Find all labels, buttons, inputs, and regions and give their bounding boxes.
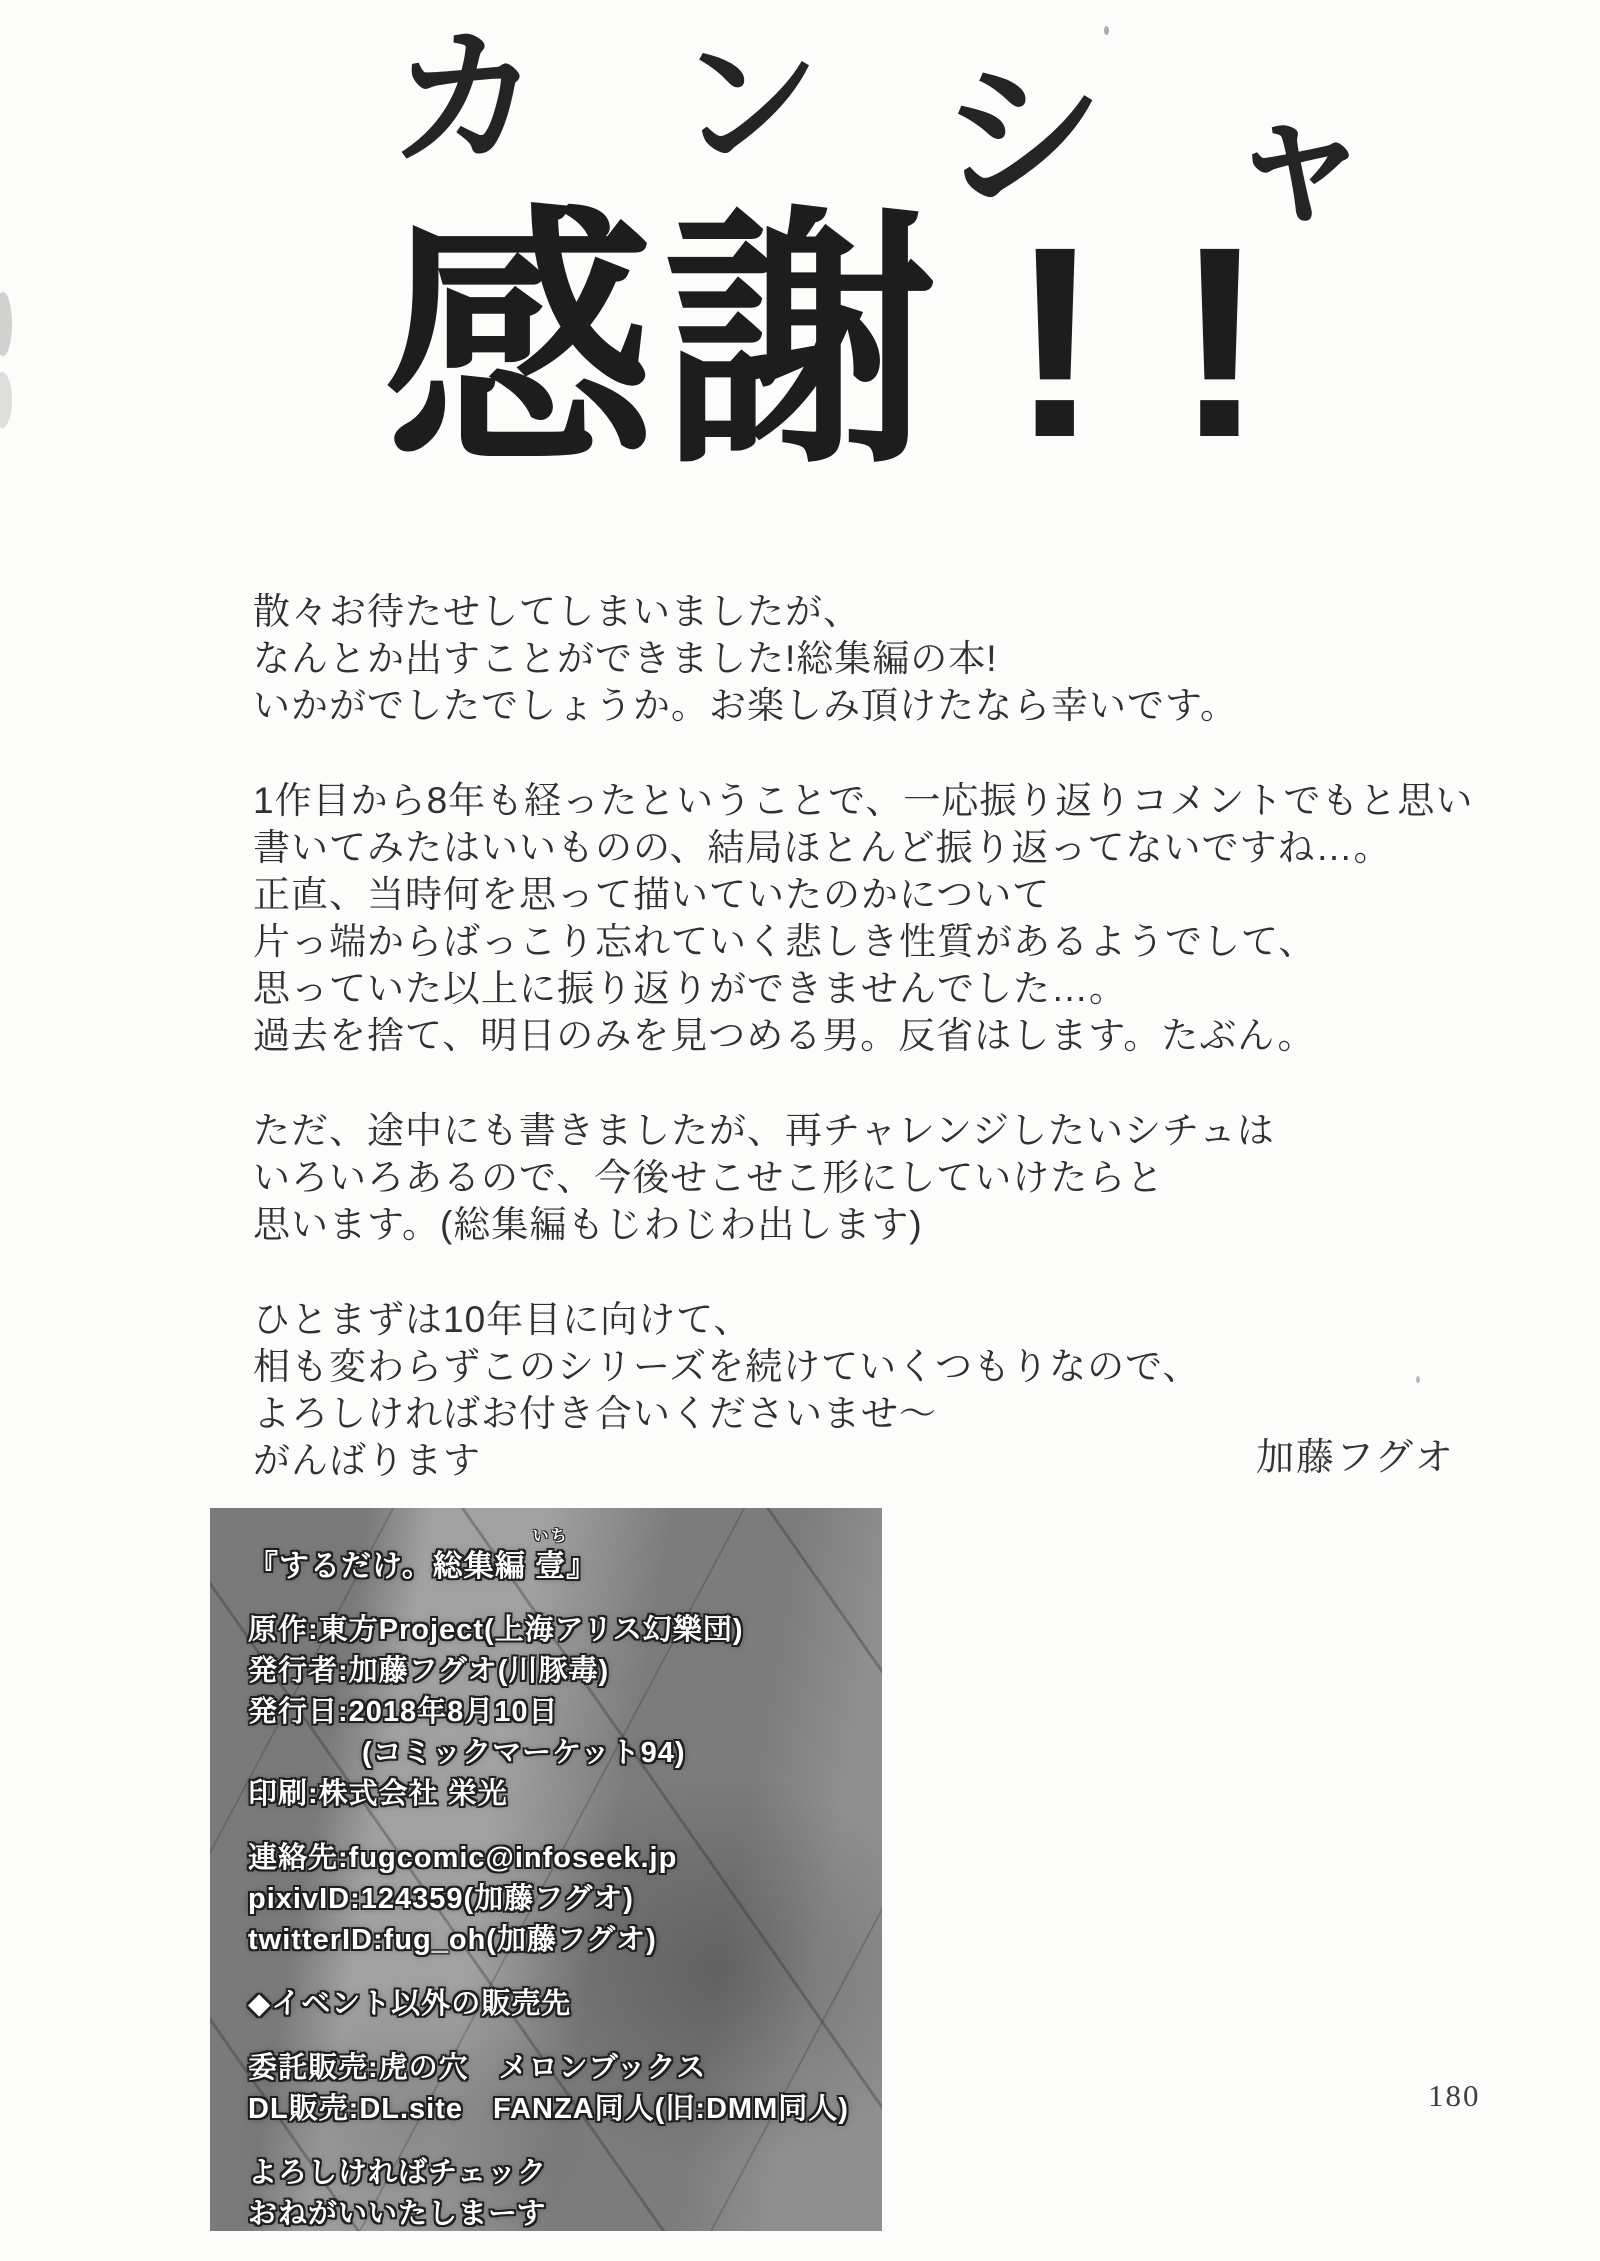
- title-text: 『するだけ。総集編: [248, 1550, 536, 1583]
- exclamation-marks: !!: [1010, 190, 1340, 494]
- text-line: よろしければお付き合いくださいませ〜: [253, 1393, 937, 1434]
- spacer: [248, 1587, 872, 1610]
- spacer: [248, 2130, 872, 2153]
- colophon-box: [210, 1508, 882, 2231]
- thanks-header: [0, 0, 1600, 520]
- page-number: 180: [1428, 2078, 1481, 2113]
- text-line: がんばります: [253, 1440, 481, 1481]
- colophon-line: DL販売:DL.site FANZA同人(旧:DMM同人): [248, 2093, 849, 2125]
- text-line: 過去を捨て、明日のみを見つめる男。反省はします。たぶん。: [253, 1015, 1316, 1056]
- ruby-wrap: [532, 1528, 569, 1587]
- colophon-line: 原作:東方Project(上海アリス幻樂団): [248, 1614, 744, 1646]
- booklet-title: [248, 1528, 872, 1587]
- katakana-char: カ: [387, 12, 543, 186]
- text-line: 相も変わらずこのシリーズを続けていくつもりなので、: [253, 1346, 1201, 1387]
- katakana-char: ャ: [1221, 73, 1379, 246]
- colophon-line: 連絡先:fugcomic@infoseek.jp: [248, 1842, 678, 1874]
- colophon-line: 発行者:加藤フグオ(川豚毒): [248, 1655, 610, 1687]
- katakana-char: ン: [671, 17, 827, 188]
- colophon-line: 発行日:2018年8月10日: [248, 1696, 559, 1728]
- colophon-line: ◆イベント以外の販売先: [248, 1988, 572, 2020]
- colophon-line: 印刷:株式会社 栄光: [248, 1778, 508, 1810]
- spacer: [248, 2025, 872, 2048]
- text-line: 1作目から8年も経ったということで、一応振り返りコメントでもと思い: [253, 780, 1474, 821]
- colophon-line: twitterID:fug_oh(加藤フグオ): [248, 1924, 657, 1956]
- text-line: 思います。(総集編もじわじわ出します): [253, 1204, 923, 1245]
- text-line: ただ、途中にも書きましたが、再チャレンジしたいシチュは: [253, 1110, 1275, 1151]
- paragraph: [253, 1107, 1513, 1248]
- spacer: [248, 1961, 872, 1984]
- text-line: 正直、当時何を思って描いていたのかについて: [253, 874, 1051, 915]
- paragraph: [253, 777, 1513, 1059]
- text-line: 片っ端からばっこり忘れていく悲しき性質があるようでして、: [253, 921, 1317, 962]
- katakana-char: シ: [934, 39, 1110, 233]
- afterword-text: [253, 588, 1513, 1532]
- furigana: いち: [532, 1528, 569, 1545]
- text-line: いかがでしたでしょうか。お楽しみ頂けたなら幸いです。: [253, 685, 1239, 726]
- text-line: なんとか出すことができました!総集編の本!: [253, 638, 998, 679]
- text-line: 散々お待たせしてしまいましたが、: [253, 591, 861, 632]
- title-text: 』: [566, 1550, 598, 1583]
- colophon-line: (コミックマーケット94): [362, 1737, 686, 1769]
- text-line: いろいろあるので、今後せこせこ形にしていけたらと: [253, 1157, 1165, 1198]
- spacer: [248, 1815, 872, 1838]
- thanks-kanji: 感謝: [382, 190, 946, 494]
- colophon-line: 委託販売:虎の穴 メロンブックス: [248, 2052, 707, 2084]
- text-line: ひとまずは10年目に向けて、: [253, 1299, 752, 1340]
- ruby-base: 壹: [535, 1550, 567, 1583]
- thanks-title: [382, 190, 1340, 494]
- text-line: 書いてみたはいいものの、結局ほとんど振り返ってないですね…。: [253, 827, 1392, 868]
- colophon-line: pixivID:124359(加藤フグオ): [248, 1883, 634, 1915]
- colophon-line: よろしければチェック: [248, 2157, 548, 2189]
- author-signature: 加藤フグオ: [1256, 1437, 1455, 1479]
- paragraph: [253, 588, 1513, 729]
- text-line: 思っていた以上に振り返りができませんでした…。: [253, 968, 1127, 1009]
- colophon-line: おねがいいたしまーす: [248, 2198, 547, 2230]
